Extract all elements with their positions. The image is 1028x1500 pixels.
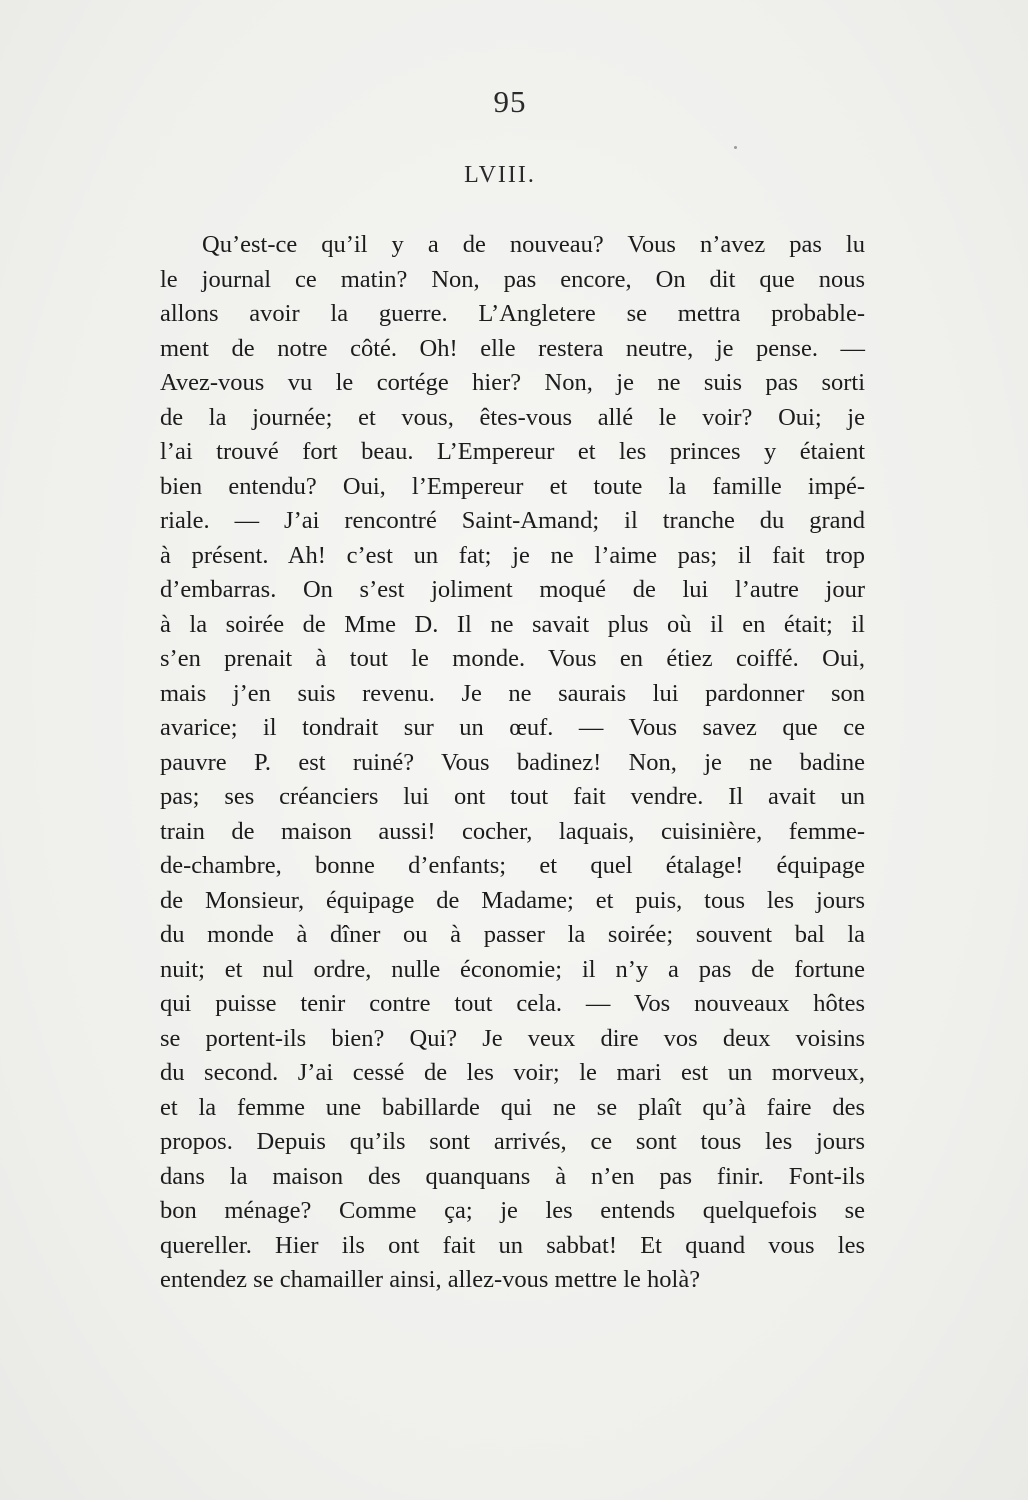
text-line: se portent-ils bien? Qui? Je veux dire vos deux voisins [160,1024,865,1052]
text-line: allons avoir la guerre. L’Angletere se mettra probable- [160,300,865,327]
text-line: pauvre P. est ruiné? Vous badinez! Non, je ne badine [160,748,865,776]
body-text [160,228,865,1298]
text-line: train de maison aussi! cocher, laquais, cuisinière, femme- [160,817,865,845]
paper-speck [734,146,737,149]
text-line: à présent. Ah! c’est un fat; je ne l’aime pas; il fait trop [160,541,865,569]
text-line: pas; ses créanciers lui ont tout fait vendre. Il avait un [160,783,865,810]
text-line: de la journée; et vous, êtes-vous allé le voir? Oui; je [160,403,865,431]
text-line: Qu’est-ce qu’il y a de nouveau? Vous n’avez pas lu [202,231,865,258]
text-line: du monde à dîner ou à passer la soirée; souvent bal la [160,921,865,948]
text-line: dans la maison des quanquans à n’en pas finir. Font-ils [160,1162,865,1190]
text-line: s’en prenait à tout le monde. Vous en étiez coiffé. Oui, [160,645,865,672]
text-line: du second. J’ai cessé de les voir; le mari est un morveux, [160,1059,865,1086]
text-line: riale. — J’ai rencontré Saint-Amand; il tranche du grand [160,507,865,534]
text-line: bien entendu? Oui, l’Empereur et toute la famille impé- [160,472,865,500]
text-line: à la soirée de Mme D. Il ne savait plus où il en était; il [160,610,865,638]
text-line: ment de notre côté. Oh! elle restera neutre, je pense. — [160,334,865,362]
text-line: mais j’en suis revenu. Je ne saurais lui pardonner son [160,679,865,707]
text-line: de-chambre, bonne d’enfants; et quel étalage! équipage [160,852,865,879]
text-line: l’ai trouvé fort beau. L’Empereur et les princes y étaient [160,438,865,465]
text-line: entendez se chamailler ainsi, allez-vous mettre le holà? [160,1266,701,1293]
chapter-heading: LVIII. [464,162,536,188]
text-line: qui puisse tenir contre tout cela. — Vos nouveaux hôtes [160,990,865,1017]
text-line: nuit; et nul ordre, nulle économie; il n’y a pas de fortune [160,955,865,983]
text-line: d’embarras. On s’est joliment moqué de lui l’autre jour [160,576,865,603]
text-line: avarice; il tondrait sur un œuf. — Vous savez que ce [160,714,865,741]
text-line: de Monsieur, équipage de Madame; et puis, tous les jours [160,886,865,914]
text-line: et la femme une babillarde qui ne se plaît qu’à faire des [160,1093,865,1121]
text-line: bon ménage? Comme ça; je les entends quelquefois se [160,1197,865,1224]
text-line: propos. Depuis qu’ils sont arrivés, ce sont tous les jours [160,1128,865,1155]
text-line: le journal ce matin? Non, pas encore, On dit que nous [160,265,865,293]
text-line: Avez-vous vu le cortége hier? Non, je ne suis pas sorti [160,369,865,396]
text-line: quereller. Hier ils ont fait un sabbat! Et quand vous les [160,1231,865,1259]
page-number: 95 [493,84,527,119]
